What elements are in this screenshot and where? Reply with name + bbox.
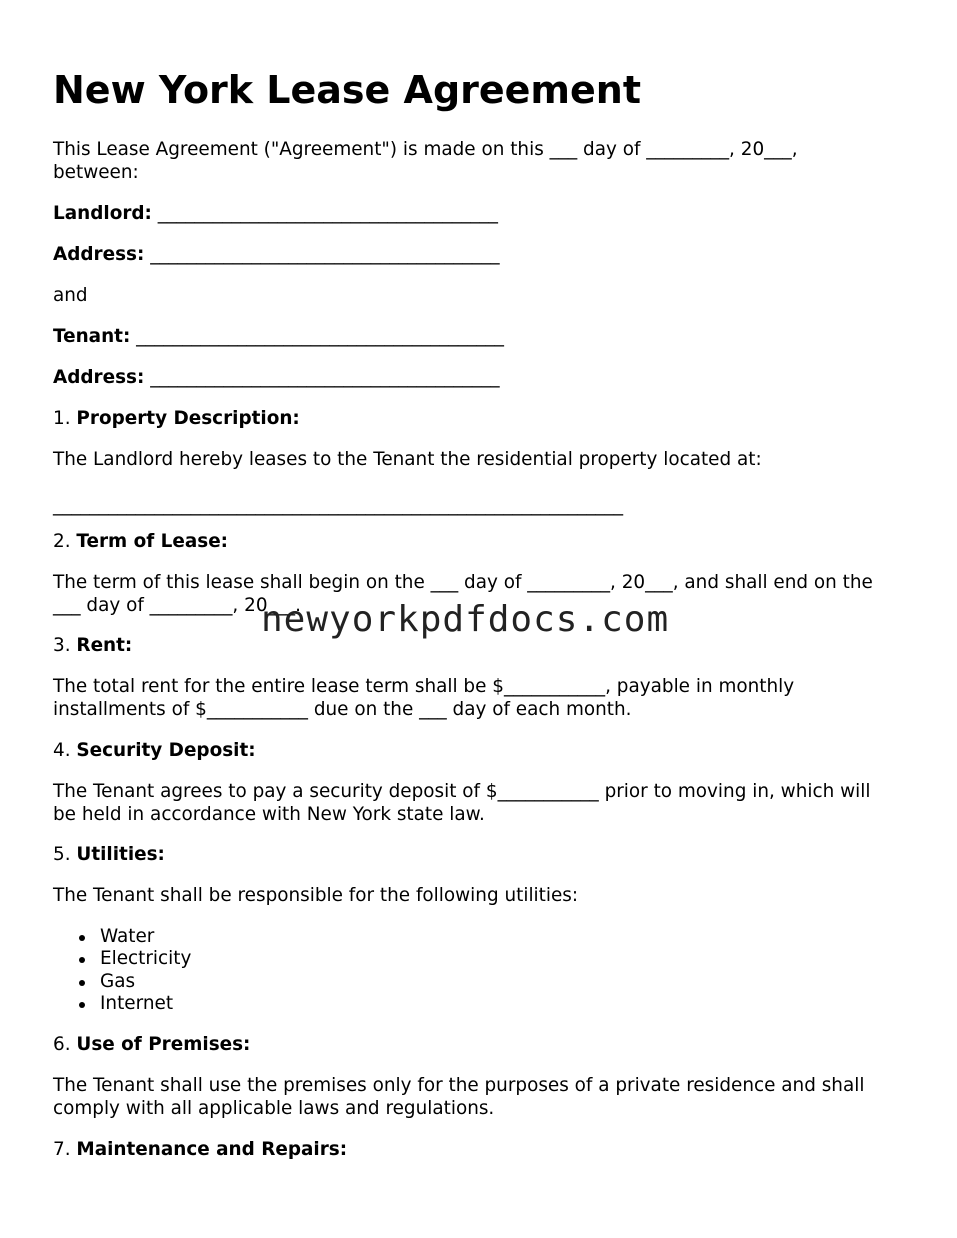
section-title: Security Deposit: (76, 740, 256, 761)
watermark-text: newyorkpdfdocs.com (261, 599, 670, 640)
section-heading-utilities (53, 843, 903, 866)
landlord-label: Landlord: (53, 203, 152, 224)
section-number: 4. (53, 740, 71, 761)
list-item-label: Internet (100, 992, 174, 1014)
landlord-address-label: Address: (53, 244, 145, 265)
section-number: 1. (53, 408, 71, 429)
property-address-blank: ______________________________________________________________ (53, 495, 624, 516)
section-title: Rent: (76, 635, 133, 656)
tenant-address-label: Address: (53, 367, 145, 388)
property-body: The Landlord hereby leases to the Tenant the residential property located at: (53, 449, 762, 470)
section-number: 2. (53, 531, 71, 552)
landlord-address-blank: ______________________________________ (144, 244, 500, 265)
section-heading-use (53, 1033, 903, 1056)
bullet-icon (79, 957, 85, 963)
list-item-label: Electricity (100, 948, 192, 970)
rent-body: The total rent for the entire lease term shall be $___________, payable in monthly installments of $___________ due on the ___ day of each month. (53, 676, 795, 720)
section-number: 3. (53, 635, 71, 656)
section-title: Utilities: (76, 844, 165, 865)
and-text: and (53, 285, 88, 306)
section-title: Property Description: (76, 408, 300, 429)
section-title: Term of Lease: (76, 531, 229, 552)
section-number: 6. (53, 1034, 71, 1055)
list-item (53, 993, 191, 1015)
utilities-list (53, 926, 191, 1015)
section-number: 5. (53, 844, 71, 865)
list-item (53, 948, 191, 970)
bullet-icon (79, 1002, 85, 1008)
section-heading-maintenance (53, 1138, 903, 1161)
deposit-body: The Tenant agrees to pay a security deposit of $___________ prior to moving in, which will be held in accordance with New York state law. (53, 781, 871, 825)
list-item (53, 926, 191, 948)
tenant-line (53, 325, 903, 348)
bullet-icon (79, 935, 85, 941)
section-heading-deposit (53, 739, 903, 762)
section-number: 7. (53, 1139, 71, 1160)
list-item-label: Gas (100, 970, 136, 992)
use-body: The Tenant shall use the premises only for the purposes of a private residence and shall comply with all applicable laws and regulations. (53, 1075, 865, 1119)
landlord-blank: _____________________________________ (151, 203, 498, 224)
section-heading-property (53, 407, 903, 430)
term-body: The term of this lease shall begin on the ___ day of _________, 20___, and shall end on the ___ day of _________, 20___. (53, 572, 873, 616)
section-heading-term (53, 530, 903, 553)
tenant-address-line (53, 366, 903, 389)
landlord-line (53, 202, 903, 225)
landlord-address-line (53, 243, 903, 266)
section-title: Maintenance and Repairs: (76, 1139, 348, 1160)
list-item (53, 971, 191, 993)
list-item-label: Water (100, 926, 155, 947)
utilities-body: The Tenant shall be responsible for the following utilities: (53, 885, 579, 906)
tenant-blank: ________________________________________ (130, 326, 504, 347)
intro-paragraph: This Lease Agreement ("Agreement") is made on this ___ day of _________, 20___, between: (53, 139, 798, 183)
tenant-address-blank: ______________________________________ (144, 367, 500, 388)
tenant-label: Tenant: (53, 326, 131, 347)
section-title: Use of Premises: (76, 1034, 251, 1055)
bullet-icon (79, 980, 85, 986)
document-title: New York Lease Agreement (53, 68, 642, 112)
